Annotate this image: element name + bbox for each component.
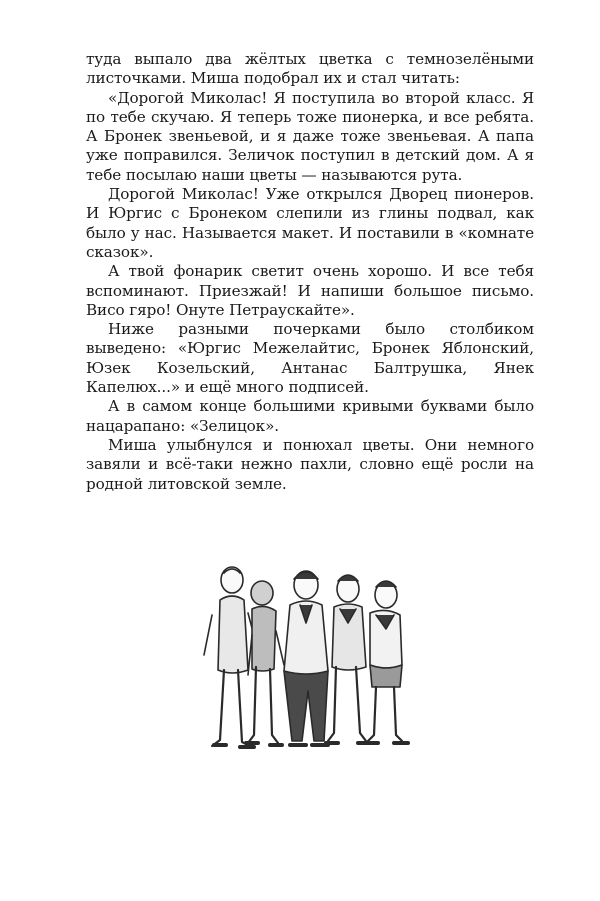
boy-figure (326, 575, 372, 743)
paragraph: Дорогой Миколас! Уже открылся Дворец пионеров. И Юргис с Бронеком слепили из глины подвал, как было у нас. Называется макет. И поставили в «комнате сказок». (86, 185, 534, 261)
paragraph: А твой фонарик светит очень хорошо. И все тебя вспоминают. Приезжай! И напиши большое письмо. Висо гяро! Онуте Петраускайте». (86, 262, 534, 319)
boy-figure (284, 571, 328, 745)
page-text (86, 50, 534, 494)
paragraph: «Дорогой Миколас! Я поступила во второй класс. Я по тебе скучаю. Я теперь тоже пионерка, и все ребята. А Бронек звеньевой, и я даже тоже звеньевая. А папа уже поправился. Зеличок поступил в детский дом. А я тебе посылаю наши цветы — называются рута. (86, 88, 534, 184)
paragraph: туда выпало два жёлтых цветка с темнозелёными листочками. Миша подобрал их и стал читать: (86, 50, 534, 88)
paragraph: А в самом конце большими кривыми буквами было нацарапано: «Зелицок». (86, 397, 534, 435)
paragraph: Ниже разными почерками было столбиком выведено: «Юргис Межелайтис, Бронек Яблонский, Юзек Козельский, Антанас Балтрушка, Янек Капелюх...» и ещё много подписей. (86, 320, 534, 397)
boy-figure (246, 581, 284, 745)
paragraph: Миша улыбнулся и понюхал цветы. Они немного завяли и всё-таки нежно пахли, словно ещё росли на родной литовской земле. (86, 435, 534, 493)
pioneer-boys-illustration (190, 555, 430, 795)
boy-figure (366, 581, 408, 743)
